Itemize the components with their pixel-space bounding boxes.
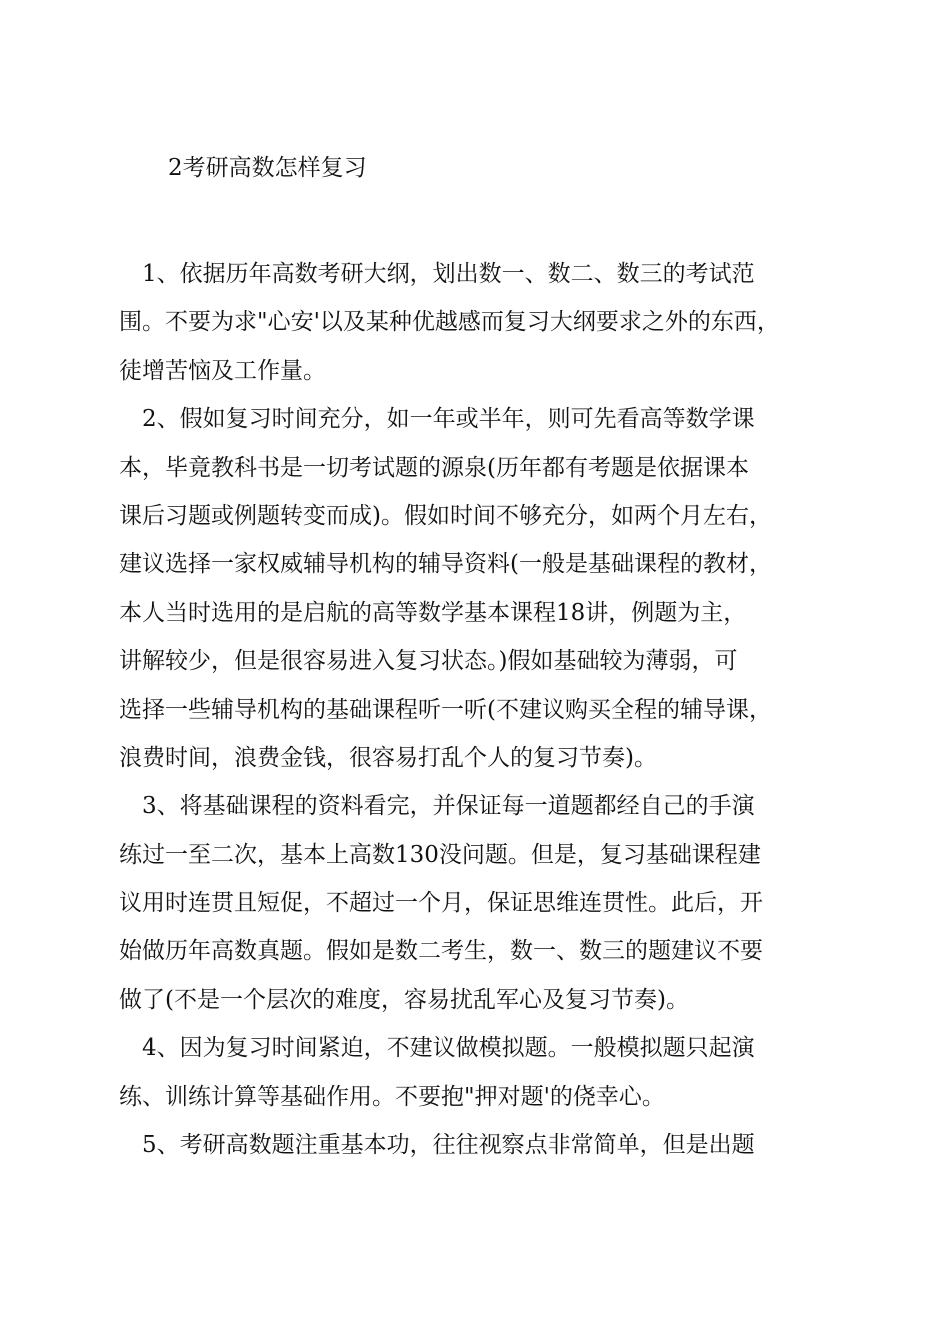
paragraph-line: 浪费时间，浪费金钱，很容易打乱个人的复习节奏)。 [119,744,657,771]
paragraph-start-line: 4、因为复习时间紧迫，不建议做模拟题。一般模拟题只起演 [142,1035,755,1062]
paragraph-line: 选择一些辅导机构的基础课程听一听(不建议购买全程的辅导课， [119,696,772,723]
document-body [119,250,839,1169]
paragraph-line: 议用时连贯且短促，不超过一个月，保证思维连贯性。此后，开 [119,890,763,917]
paragraph-line: 练、训练计算等基础作用。不要抱"押对题'的侥幸心。 [119,1083,665,1110]
paragraph-start-line: 5、考研高数题注重基本功，往往视察点非常简单，但是出题 [142,1132,755,1159]
paragraph-line: 做了(不是一个层次的难度，容易扰乱军心及复习节奏)。 [119,986,689,1013]
paragraph-line: 建议选择一家权威辅导机构的辅导资料(一般是基础课程的教材， [119,551,772,578]
paragraph-line: 围。不要为求"心安'以及某种优越感而复习大纲要求之外的东西， [119,309,780,336]
paragraph-line: 始做历年高数真题。假如是数二考生，数一、数三的题建议不要 [119,938,763,965]
paragraph-line: 本，毕竟教科书是一切考试题的源泉(历年都有考题是依据课本 [119,454,749,481]
paragraph-start-line: 2、假如复习时间充分，如一年或半年，则可先看高等数学课 [142,406,755,433]
paragraph-line: 本人当时选用的是启航的高等数学基本课程18讲，例题为主， [119,599,747,626]
paragraph-line: 练过一至二次，基本上高数130没问题。但是，复习基础课程建 [119,841,761,868]
paragraph-line: 徒增苦恼及工作量。 [119,357,326,384]
paragraph-start-line: 1、依据历年高数考研大纲，划出数一、数二、数三的考试范 [142,261,755,287]
document-title: 2考研高数怎样复习 [168,155,367,181]
paragraph-start-line: 3、将基础课程的资料看完，并保证每一道题都经自己的手演 [142,793,755,820]
paragraph-line: 讲解较少，但是很容易进入复习状态。)假如基础较为薄弱，可 [119,648,738,675]
paragraph-line: 课后习题或例题转变而成)。假如时间不够充分，如两个月左右， [119,502,772,529]
